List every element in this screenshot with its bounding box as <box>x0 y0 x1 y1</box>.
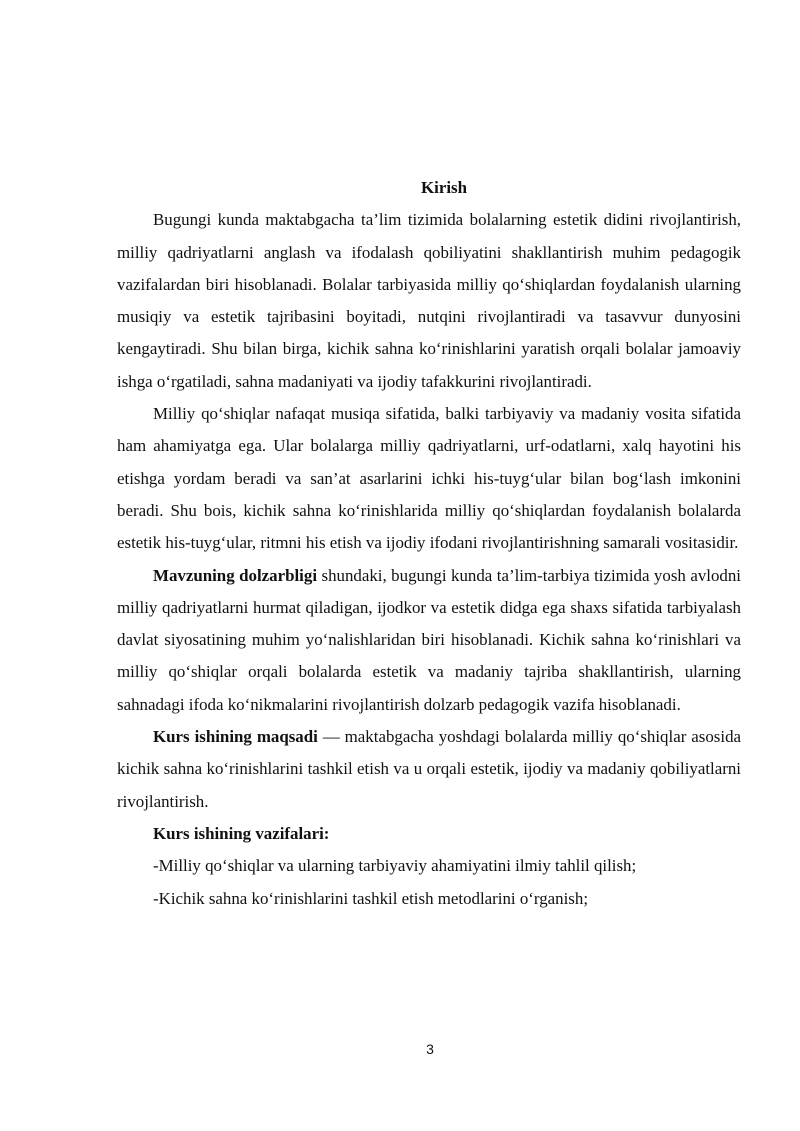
task-item: -Kichik sahna ko‘rinishlarini tashkil etish metodlarini o‘rganish; <box>153 888 589 908</box>
relevance-paragraph <box>117 560 741 721</box>
goal-text: — maktabgacha yoshdagi bolalarda milliy qo‘shiqlar asosida kichik sahna ko‘rinishlarini tashkil etish va u orqali estetik, ijodiy va madaniy qobiliyatlarni rivojlantirish. <box>117 727 742 811</box>
task-item: -Milliy qo‘shiqlar va ularning tarbiyaviy ahamiyatini ilmiy tahlil qilish; <box>153 856 637 876</box>
intro-paragraph: Bugungi kunda maktabgacha ta’lim tizimida bolalarning estetik didini rivojlantirish, milliy qadriyatlarni anglash va ifodalash qobiliyatini shakllantirish muhim pedagogik vazifalardan biri hisoblanadi. Bolalar tarbiyasida milliy qo‘shiqlardan foydalanish ularning musiqiy va estetik tajribasini boyitadi, nutqini rivojlantiradi va tasavvur dunyosini kengaytiradi. Shu bilan birga, kichik sahna ko‘rinishlarini yaratish orqali bolalar jamoaviy ishga o‘rgatiladi, sahna madaniyati va ijodiy tafakkurini rivojlantiradi. <box>117 210 741 391</box>
goal-lead: Kurs ishining maqsadi <box>153 727 318 747</box>
page-number: 3 <box>426 1041 434 1057</box>
page-content <box>117 172 741 915</box>
intro-paragraph: Milliy qo‘shiqlar nafaqat musiqa sifatida, balki tarbiyaviy va madaniy vosita sifatida ham ahamiyatga ega. Ular bolalarga milliy qadriyatlarni, urf-odatlarni, xalq hayotini his etishga yordam beradi va san’at asarlarini ichki his-tuyg‘ular bilan bog‘lash imkonini beradi. Shu bois, kichik sahna ko‘rinishlarida milliy qo‘shiqlardan foydalanish bolalarda estetik his-tuyg‘ular, ritmni his etish va ijodiy ifodani rivojlantirishning samarali vositasidir. <box>117 404 741 553</box>
relevance-text: shundaki, bugungi kunda ta’lim-tarbiya tizimida yosh avlodni milliy qadriyatlarni hurmat qiladigan, ijodkor va estetik didga ega shaxs sifatida tarbiyalash davlat siyosatining muhim yo‘nalishlaridan biri hisoblanadi. Kichik sahna ko‘rinishlari va milliy qo‘shiqlar orqali bolalarda estetik va madaniy tajriba shakllantirish, ularning sahnadagi ifoda ko‘nikmalarini rivojlantirish dolzarb pedagogik vazifa hisoblanadi. <box>117 565 741 714</box>
relevance-lead: Mavzuning dolzarbligi <box>153 565 318 585</box>
tasks-heading: Kurs ishining vazifalari: <box>153 823 330 843</box>
goal-paragraph <box>117 721 741 818</box>
section-title: Kirish <box>421 178 467 197</box>
